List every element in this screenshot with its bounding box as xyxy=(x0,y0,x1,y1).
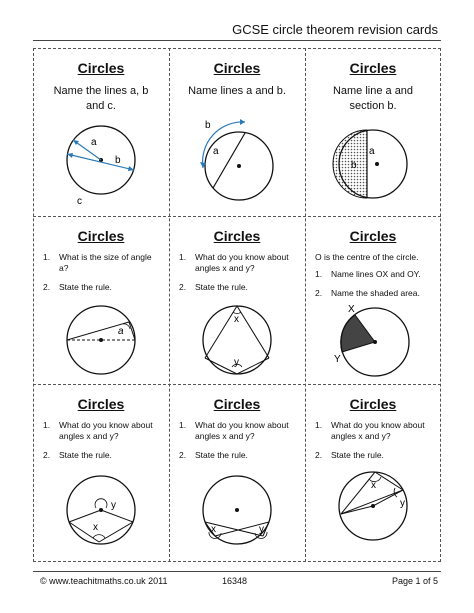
question-2: 2. State the rule. xyxy=(43,282,112,292)
card-angles-xy-3 xyxy=(169,384,305,552)
label-y: y xyxy=(111,500,116,511)
card-angles-xy-2 xyxy=(33,384,169,552)
label-b: b xyxy=(115,155,121,166)
card-angle-a xyxy=(33,216,169,384)
question-2: 2. State the rule. xyxy=(179,282,248,292)
label-y: Y xyxy=(334,354,341,365)
question-2: 2. Name the shaded area. xyxy=(315,288,420,298)
label-c: c xyxy=(77,196,82,207)
card-title: Circles xyxy=(349,396,397,412)
question-2: 2. State the rule. xyxy=(179,450,248,460)
card-title: Circles xyxy=(349,228,397,244)
circle-diagram xyxy=(33,118,169,216)
card-prompt: Name the lines a, b and c. xyxy=(53,85,149,112)
question-list xyxy=(315,252,433,307)
circle-diagram xyxy=(305,118,441,216)
question-list xyxy=(179,252,297,301)
label-a: a xyxy=(213,146,219,157)
question-1: 1. What do you know about angles x and y? xyxy=(179,420,289,441)
label-b: b xyxy=(351,160,357,171)
question-1: 1. What do you know about angles x and y? xyxy=(179,252,289,273)
card-title: Circles xyxy=(213,60,261,76)
label-y: y xyxy=(400,498,405,509)
card-sector xyxy=(305,216,441,384)
circle-diagram xyxy=(169,298,305,384)
label-a: a xyxy=(369,146,375,157)
question-list xyxy=(43,252,161,301)
label-a: a xyxy=(91,137,97,148)
label-x: x xyxy=(211,524,216,535)
label-y: y xyxy=(259,524,264,535)
question-list xyxy=(179,420,297,469)
footer-page-number: Page 1 of 5 xyxy=(391,576,438,586)
document-title: GCSE circle theorem revision cards xyxy=(232,22,438,37)
label-x: X xyxy=(348,304,355,315)
card-intro: O is the centre of the circle. xyxy=(315,252,419,262)
card-prompt: Name line a and section b. xyxy=(332,85,414,112)
footer-divider xyxy=(33,571,441,572)
question-2: 2. State the rule. xyxy=(315,450,384,460)
card-title: Circles xyxy=(77,60,125,76)
card-line-section xyxy=(305,48,441,216)
card-lines-ab xyxy=(169,48,305,216)
label-x: x xyxy=(234,314,239,325)
circle-diagram xyxy=(33,472,169,552)
header-divider xyxy=(33,40,441,41)
circle-diagram xyxy=(169,472,305,552)
footer-copyright: © www.teachitmaths.co.uk 2011 xyxy=(40,576,168,586)
label-a: a xyxy=(118,326,124,337)
question-1: 1. What do you know about angles x and y? xyxy=(43,420,153,441)
question-1: 1. Name lines OX and OY. xyxy=(315,269,421,279)
card-title: Circles xyxy=(77,228,125,244)
label-y: y xyxy=(234,357,239,368)
card-angles-xy-1 xyxy=(169,216,305,384)
label-x: x xyxy=(371,480,376,491)
circle-diagram xyxy=(33,304,169,384)
label-b: b xyxy=(205,120,211,131)
question-1: 1. What do you know about angles x and y? xyxy=(315,420,425,441)
footer-code: 16348 xyxy=(222,576,248,586)
circle-diagram xyxy=(305,466,441,552)
card-lines-abc xyxy=(33,48,169,216)
circle-diagram xyxy=(169,110,305,216)
card-title: Circles xyxy=(77,396,125,412)
card-prompt: Name lines a and b. xyxy=(188,85,286,97)
card-title: Circles xyxy=(213,228,261,244)
card-title: Circles xyxy=(213,396,261,412)
card-angles-xy-4 xyxy=(305,384,441,552)
question-1: 1. What is the size of angle a? xyxy=(43,252,152,273)
circle-diagram xyxy=(305,302,441,384)
question-list xyxy=(315,420,433,469)
question-list xyxy=(43,420,161,469)
label-x: x xyxy=(93,522,98,533)
card-title: Circles xyxy=(349,60,397,76)
question-2: 2. State the rule. xyxy=(43,450,112,460)
